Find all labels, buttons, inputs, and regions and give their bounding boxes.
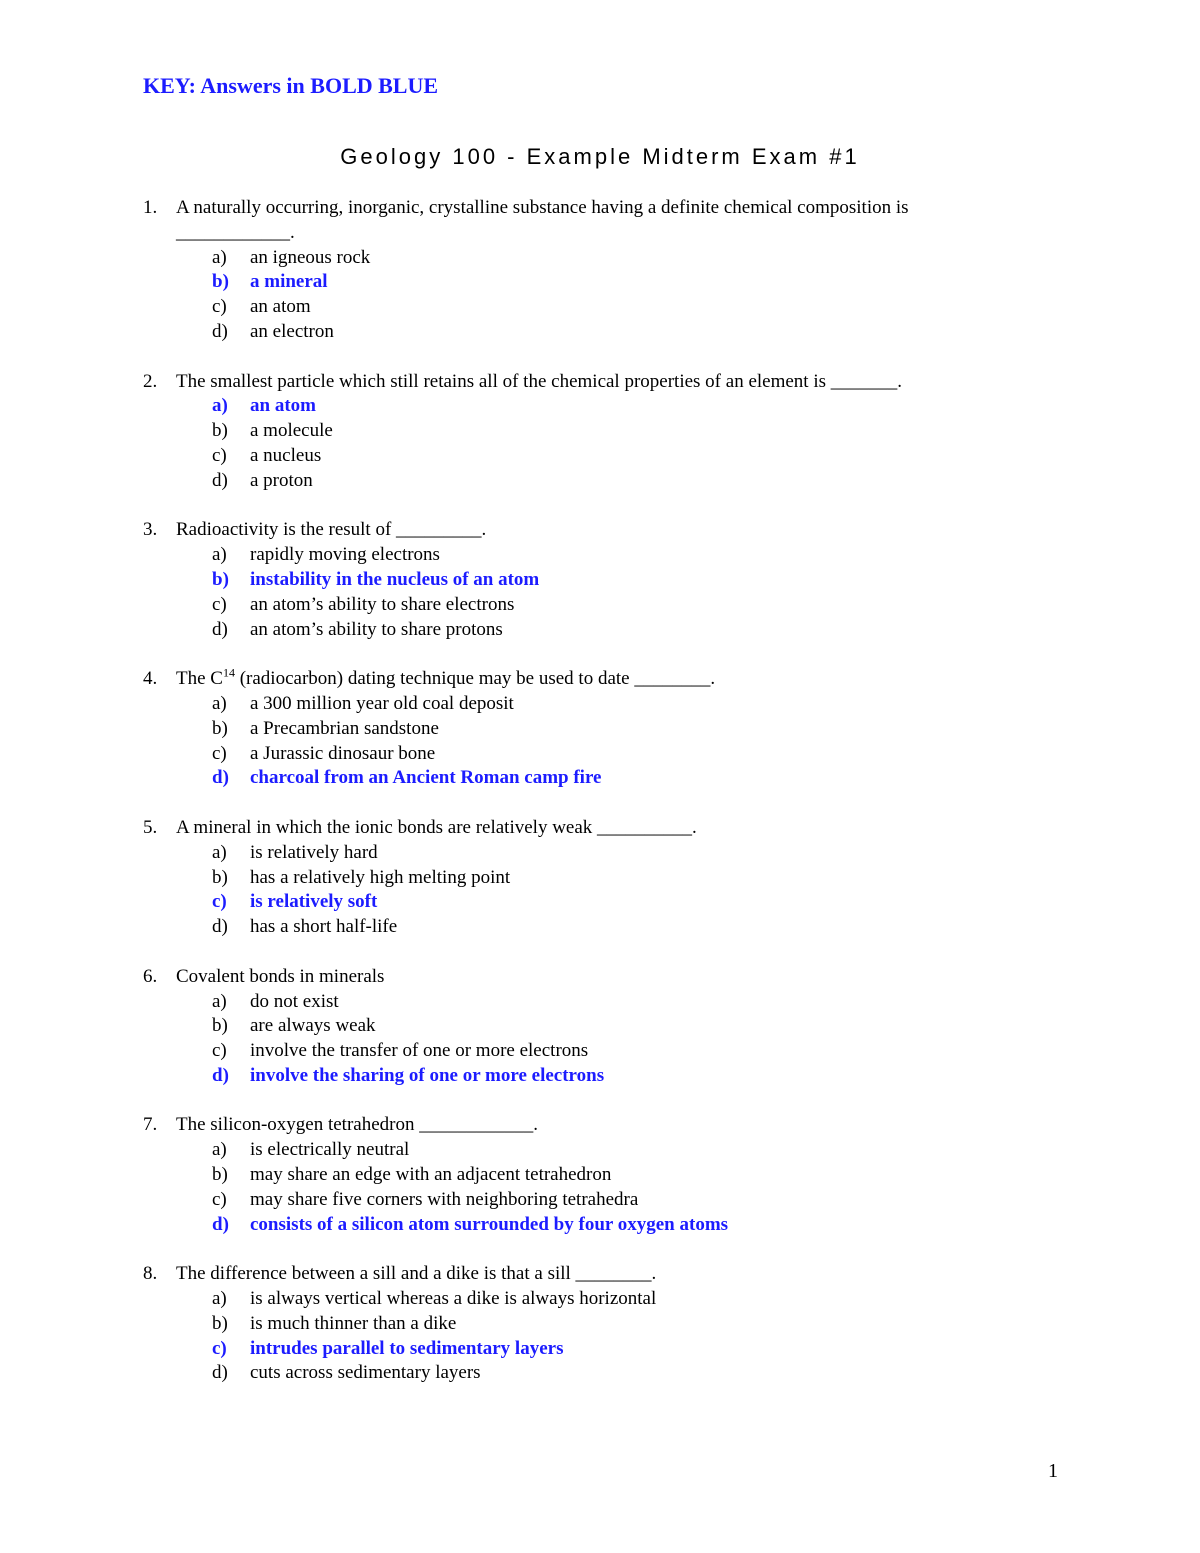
choice-text: an igneous rock (250, 246, 371, 268)
choice-b-correct (212, 270, 1043, 295)
choice-a (212, 990, 1043, 1015)
choice-b (212, 1163, 1043, 1188)
choice-letter: b) (212, 420, 228, 442)
choice-letter: d) (212, 320, 228, 342)
question-list (143, 196, 1043, 1411)
question-number: 5. (143, 816, 158, 838)
question-7 (143, 1113, 1043, 1237)
choice-letter: d) (212, 916, 228, 938)
choice-a (212, 1287, 1043, 1312)
choice-letter: b) (212, 1015, 228, 1037)
choice-letter: d) (212, 618, 228, 640)
choice-c (212, 1039, 1043, 1064)
exam-title: Geology 100 - Example Midterm Exam #1 (340, 144, 860, 169)
choice-text: a Jurassic dinosaur bone (250, 742, 436, 764)
choice-text: involve the sharing of one or more electrons (250, 1064, 605, 1086)
choice-c (212, 593, 1043, 618)
choice-letter: a) (212, 990, 227, 1012)
choice-a (212, 1138, 1043, 1163)
question-number: 8. (143, 1263, 158, 1285)
choice-letter: c) (212, 891, 227, 913)
choice-a (212, 543, 1043, 568)
choice-letter: c) (212, 1040, 227, 1062)
choice-d-correct (212, 1064, 1043, 1089)
choice-c (212, 1188, 1043, 1213)
choice-text: rapidly moving electrons (250, 544, 440, 566)
question-text-end: (radiocarbon) dating technique may be used to date ________. (234, 668, 716, 690)
choice-b (212, 1312, 1043, 1337)
choice-text: charcoal from an Ancient Roman camp fire (250, 767, 602, 789)
question-1 (143, 196, 1043, 345)
question-number: 4. (143, 668, 158, 690)
page-number: 1 (1048, 1460, 1058, 1482)
answer-key-note: KEY: Answers in BOLD BLUE (143, 73, 439, 98)
choice-text: an atom’s ability to share protons (250, 618, 503, 640)
choice-text: do not exist (250, 990, 339, 1012)
choice-letter: d) (212, 1064, 229, 1086)
choice-letter: b) (212, 568, 229, 590)
question-text: The silicon-oxygen tetrahedron ____________. (176, 1114, 538, 1136)
choice-letter: a) (212, 841, 227, 863)
choice-a (212, 692, 1043, 717)
choice-text: is relatively hard (250, 841, 378, 863)
choice-d-correct (212, 766, 1043, 791)
choice-text: intrudes parallel to sedimentary layers (250, 1337, 564, 1359)
choice-letter: c) (212, 296, 227, 318)
choice-c (212, 742, 1043, 767)
choice-list (176, 841, 1043, 940)
choice-list (176, 543, 1043, 642)
choice-d (212, 320, 1043, 345)
choice-text: instability in the nucleus of an atom (250, 568, 540, 590)
choice-letter: b) (212, 1164, 228, 1186)
question-8 (143, 1262, 1043, 1386)
choice-b (212, 419, 1043, 444)
choice-d (212, 915, 1043, 940)
choice-a (212, 246, 1043, 271)
choice-text: a molecule (250, 420, 333, 442)
choice-letter: c) (212, 1188, 227, 1210)
choice-b (212, 866, 1043, 891)
question-text: The difference between a sill and a dike is that a sill ________. (176, 1263, 657, 1285)
choice-b-correct (212, 568, 1043, 593)
question-text-start: The C (176, 668, 223, 690)
question-2 (143, 370, 1043, 494)
choice-letter: b) (212, 717, 228, 739)
choice-letter: a) (212, 246, 227, 268)
question-number: 6. (143, 965, 158, 987)
question-number: 1. (143, 197, 158, 218)
choice-c-correct (212, 890, 1043, 915)
choice-text: is relatively soft (250, 891, 378, 913)
question-6 (143, 965, 1043, 1089)
choice-c-correct (212, 1337, 1043, 1362)
choice-d (212, 618, 1043, 643)
choice-text: involve the transfer of one or more electrons (250, 1040, 589, 1062)
choice-letter: c) (212, 742, 227, 764)
choice-letter: c) (212, 1337, 227, 1359)
question-text: Covalent bonds in minerals (176, 965, 385, 987)
choice-a (212, 841, 1043, 866)
choice-text: cuts across sedimentary layers (250, 1362, 481, 1384)
choice-d-correct (212, 1213, 1043, 1238)
choice-list (176, 1138, 1043, 1237)
question-text (176, 667, 1043, 692)
choice-text: a nucleus (250, 444, 322, 466)
choice-list (176, 692, 1043, 791)
choice-text: an atom (250, 395, 316, 417)
isotope-superscript: 14 (222, 665, 235, 680)
question-number: 2. (143, 370, 158, 392)
choice-list (176, 1287, 1043, 1386)
choice-c (212, 295, 1043, 320)
choice-text: a proton (250, 469, 313, 491)
choice-letter: c) (212, 593, 227, 615)
choice-letter: d) (212, 1213, 229, 1235)
choice-c (212, 444, 1043, 469)
choice-text: may share five corners with neighboring tetrahedra (250, 1188, 639, 1210)
choice-text: consists of a silicon atom surrounded by four oxygen atoms (250, 1213, 729, 1235)
choice-d (212, 469, 1043, 494)
choice-d (212, 1361, 1043, 1386)
choice-text: an atom (250, 296, 311, 318)
question-number: 7. (143, 1114, 158, 1136)
choice-letter: a) (212, 395, 228, 417)
choice-letter: a) (212, 1139, 227, 1161)
choice-text: is electrically neutral (250, 1139, 410, 1161)
choice-text: may share an edge with an adjacent tetrahedron (250, 1164, 612, 1186)
choice-letter: b) (212, 1312, 228, 1334)
choice-letter: c) (212, 444, 227, 466)
choice-list (176, 246, 1043, 345)
choice-letter: a) (212, 1288, 227, 1310)
choice-text: a Precambrian sandstone (250, 717, 439, 739)
choice-text: is always vertical whereas a dike is always horizontal (250, 1288, 657, 1310)
choice-text: an atom’s ability to share electrons (250, 593, 515, 615)
choice-a-correct (212, 394, 1043, 419)
question-5 (143, 816, 1043, 940)
choice-b (212, 1014, 1043, 1039)
choice-b (212, 717, 1043, 742)
choice-letter: a) (212, 544, 227, 566)
choice-text: a mineral (250, 271, 328, 293)
choice-letter: d) (212, 1362, 228, 1384)
question-text: Radioactivity is the result of _________. (176, 519, 487, 541)
choice-list (176, 990, 1043, 1089)
choice-text: an electron (250, 320, 334, 342)
question-blank: ____________. (176, 221, 295, 243)
question-3 (143, 518, 1043, 642)
choice-text: a 300 million year old coal deposit (250, 692, 514, 714)
question-text: The smallest particle which still retains all of the chemical properties of an element is _______. (176, 370, 902, 392)
choice-list (176, 394, 1043, 493)
question-4 (143, 667, 1043, 791)
choice-letter: d) (212, 767, 229, 789)
choice-letter: b) (212, 866, 228, 888)
question-text: A mineral in which the ionic bonds are relatively weak __________. (176, 816, 697, 838)
question-number: 3. (143, 519, 158, 541)
choice-text: has a relatively high melting point (250, 866, 511, 888)
choice-text: are always weak (250, 1015, 376, 1037)
question-text: A naturally occurring, inorganic, crystalline substance having a definite chemical composition is (176, 197, 909, 218)
choice-text: is much thinner than a dike (250, 1312, 457, 1334)
choice-letter: d) (212, 469, 228, 491)
choice-text: has a short half-life (250, 916, 398, 938)
choice-letter: b) (212, 271, 229, 293)
choice-letter: a) (212, 692, 227, 714)
